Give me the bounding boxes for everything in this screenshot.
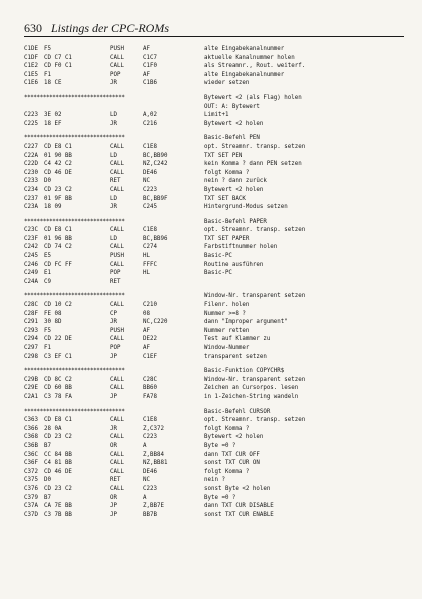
operand: NZ,BB81 (143, 460, 168, 467)
hex-bytes: 01 90 BB (44, 152, 72, 159)
separator-stars: ******************************** (24, 293, 125, 300)
comment: Limit+1 (204, 112, 229, 119)
page-title: Listings der CPC-ROMs (51, 21, 170, 35)
listing-line (24, 433, 404, 442)
comment: Hintergrund-Modus setzen (204, 204, 288, 211)
hex-bytes: 18 EF (44, 120, 62, 127)
mnemonic: LD (110, 112, 117, 119)
hex-bytes: C4 81 BB (44, 460, 72, 467)
comment: in 1-Zeichen-String wandeln (204, 393, 299, 400)
listing-line (24, 494, 404, 503)
mnemonic: CALL (110, 460, 124, 467)
address: C29E (24, 385, 38, 392)
comment: Byte =0 ? (204, 442, 236, 449)
listing-line (24, 485, 404, 494)
operand: A,02 (143, 112, 157, 119)
hex-bytes: 28 0A (44, 425, 62, 432)
hex-bytes: E1 (44, 270, 51, 277)
hex-bytes: CD C7 C1 (44, 54, 72, 61)
comment: opt. Streamnr. transp. setzen (204, 417, 306, 424)
listing-line (24, 252, 404, 261)
listing-line (24, 451, 404, 460)
listing-line (24, 177, 404, 186)
listing-line (24, 45, 404, 54)
mnemonic: CALL (110, 376, 124, 383)
mnemonic: CP (110, 310, 117, 317)
operand: BC,BB9F (143, 195, 168, 202)
mnemonic: PUSH (110, 327, 124, 334)
section-header (24, 134, 404, 143)
mnemonic: JP (110, 503, 117, 510)
operand: HL (143, 270, 150, 277)
comment: Window-Nummer (204, 345, 250, 351)
section-header (24, 218, 404, 227)
operand: C216 (143, 120, 157, 127)
comment: nein ? (204, 477, 225, 484)
address: C234 (24, 186, 38, 193)
hex-bytes: B7 (44, 442, 51, 449)
hex-bytes: C4 42 C2 (44, 161, 72, 168)
hex-bytes: CD 23 C2 (44, 485, 72, 492)
operand: AF (143, 345, 150, 351)
comment: Zeichen an Cursorpos. lesen (204, 385, 299, 392)
listing-line (24, 160, 404, 169)
address: C375 (24, 477, 38, 484)
mnemonic: CALL (110, 417, 124, 424)
listing-line (24, 143, 404, 152)
mnemonic: LD (110, 195, 117, 202)
listing-line (24, 152, 404, 161)
listing-line (24, 318, 404, 327)
mnemonic: JP (110, 353, 117, 360)
operand: FFFC (143, 261, 157, 268)
address: C28C (24, 302, 38, 309)
operand: A (143, 442, 147, 449)
listing-line (24, 186, 404, 195)
operand: BB60 (143, 385, 157, 392)
listing-line (24, 203, 404, 212)
comment: opt. Streamnr. transp. setzen (204, 143, 306, 150)
hex-bytes: CD E8 C1 (44, 417, 72, 424)
hex-bytes: FE 08 (44, 310, 62, 317)
mnemonic: JP (110, 393, 117, 400)
address: C298 (24, 353, 38, 360)
address: C36B (24, 442, 38, 449)
operand: C223 (143, 186, 157, 193)
address: C363 (24, 417, 38, 424)
comment: kein Komma ? dann PEN setzen (204, 161, 302, 168)
mnemonic: CALL (110, 485, 124, 492)
mnemonic: CALL (110, 186, 124, 193)
mnemonic: CALL (110, 261, 124, 268)
mnemonic: LD (110, 235, 117, 242)
comment: als Streamnr., Rout. weiterf. (204, 63, 306, 70)
address: C246 (24, 261, 38, 268)
section-header (24, 94, 404, 103)
hex-bytes: D0 (44, 178, 51, 185)
mnemonic: RET (110, 178, 121, 185)
hex-bytes: CD F0 C1 (44, 63, 72, 70)
section-title: Basic-Funktion COPYCHR$ (204, 368, 285, 375)
hex-bytes: D0 (44, 477, 51, 484)
address: C376 (24, 485, 38, 492)
operand: Z,BB7E (143, 503, 164, 510)
comment: Filenr. holen (204, 302, 250, 309)
comment: TXT SET BACK (204, 195, 246, 202)
mnemonic: OR (110, 494, 117, 501)
operand: AF (143, 71, 150, 78)
separator-stars: ******************************** (24, 218, 125, 225)
listing-line (24, 195, 404, 204)
listing-line (24, 459, 404, 468)
hex-bytes: C3 EF C1 (44, 353, 72, 360)
mnemonic: CALL (110, 54, 124, 61)
comment: opt. Streamnr. transp. setzen (204, 227, 306, 234)
operand: Z,BB84 (143, 451, 164, 458)
mnemonic: CALL (110, 434, 124, 441)
comment: Routine ausführen (204, 261, 264, 268)
mnemonic: PUSH (110, 46, 124, 52)
operand: C1B6 (143, 80, 157, 87)
hex-bytes: CD 23 C2 (44, 186, 72, 193)
comment: aktuelle Kanalnummer holen (204, 54, 295, 61)
listing-line (24, 235, 404, 244)
listing-line (24, 376, 404, 385)
listing-line (24, 353, 404, 362)
hex-bytes: 18 CE (44, 80, 62, 87)
operand: C274 (143, 244, 157, 251)
page (24, 20, 404, 519)
hex-bytes: 30 8D (44, 319, 62, 326)
operand: C1E8 (143, 417, 157, 424)
address: C36C (24, 451, 38, 458)
address: C294 (24, 336, 38, 343)
listing-line (24, 310, 404, 319)
address: C368 (24, 434, 38, 441)
hex-bytes: F5 (44, 327, 51, 334)
mnemonic: CALL (110, 385, 124, 392)
hex-bytes: 3E 02 (44, 112, 62, 119)
listing-line (24, 111, 404, 120)
operand: 08 (143, 310, 150, 317)
listing-line (24, 278, 404, 287)
listing-line (24, 511, 404, 520)
hex-bytes: E5 (44, 253, 51, 260)
address: C1E2 (24, 63, 38, 70)
comment: Window-Nr. transparent setzen (204, 376, 306, 383)
address: C36F (24, 460, 38, 467)
listing-line (24, 502, 404, 511)
address: C23A (24, 204, 38, 211)
operand: C210 (143, 302, 157, 309)
mnemonic: JR (110, 80, 117, 87)
mnemonic: RET (110, 278, 121, 285)
operand: AF (143, 46, 150, 52)
hex-bytes: C3 7B BB (44, 511, 72, 518)
hex-bytes: CD 46 DE (44, 468, 72, 475)
mnemonic: POP (110, 345, 121, 351)
operand: DE46 (143, 169, 157, 176)
hex-bytes: CD 8C C2 (44, 376, 72, 383)
address: C1DF (24, 54, 38, 61)
address: C24A (24, 278, 38, 285)
hex-bytes: CD 46 DE (44, 169, 72, 176)
comment: TXT SET PAPER (204, 235, 250, 242)
address: C1E5 (24, 71, 38, 78)
listing-line (24, 261, 404, 270)
section-header (24, 408, 404, 417)
address: C22A (24, 152, 38, 159)
comment: Farbstiftnummer holen (204, 244, 278, 251)
address: C249 (24, 270, 38, 277)
comment: folgt Komma ? (204, 468, 250, 475)
mnemonic: JR (110, 204, 117, 211)
address: C1DE (24, 46, 38, 52)
listing-line (24, 442, 404, 451)
mnemonic: RET (110, 477, 121, 484)
address: C245 (24, 253, 38, 260)
section-title: Window-Nr. transparent setzen (204, 293, 306, 300)
address: C297 (24, 345, 38, 351)
comment: OUT: A: Bytewert (204, 103, 260, 110)
hex-bytes: CD 22 DE (44, 336, 72, 343)
comment: sonst TXT CUR ON (204, 460, 260, 467)
listing-line (24, 269, 404, 278)
listing-line (24, 416, 404, 425)
address: C242 (24, 244, 38, 251)
comment: Nummer >=8 ? (204, 310, 246, 317)
operand: A (143, 494, 147, 501)
address: C2A1 (24, 393, 38, 400)
operand: DE22 (143, 336, 157, 343)
operand: C28C (143, 376, 157, 383)
comment: dann "Improper argument" (204, 319, 288, 326)
mnemonic: CALL (110, 302, 124, 309)
comment: dann TXT CUR OFF (204, 451, 260, 458)
address: C230 (24, 169, 38, 176)
operand: C1EF (143, 353, 157, 360)
hex-bytes: CD 74 C2 (44, 244, 72, 251)
comment: folgt Komma ? (204, 169, 250, 176)
comment: Byte =0 ? (204, 494, 236, 501)
hex-bytes: 18 09 (44, 204, 62, 211)
listing-line (24, 79, 404, 88)
section-header (24, 367, 404, 376)
hex-bytes: CD 10 C2 (44, 302, 72, 309)
listing-line (24, 344, 404, 353)
separator-stars: ******************************** (24, 408, 125, 415)
mnemonic: JP (110, 511, 117, 518)
comment: folgt Komma ? (204, 425, 250, 432)
section-title: Bytewert <2 (als Flag) holen (204, 94, 302, 101)
listing-line (24, 384, 404, 393)
comment: alte Eingabekanalnummer (204, 71, 285, 78)
address: C293 (24, 327, 38, 334)
listing-line (24, 62, 404, 71)
assembly-listing (24, 45, 404, 519)
hex-bytes: CD E8 C1 (44, 143, 72, 150)
comment: TXT SET PEN (204, 152, 243, 159)
comment: Test auf Klammer zu (204, 336, 271, 343)
address: C1E6 (24, 80, 38, 87)
operand: BC,BB90 (143, 152, 168, 159)
mnemonic: CALL (110, 161, 124, 168)
section-header (24, 292, 404, 301)
operand: C1E8 (143, 143, 157, 150)
operand: FA78 (143, 393, 157, 400)
mnemonic: JR (110, 120, 117, 127)
listing-line (24, 327, 404, 336)
address: C227 (24, 143, 38, 150)
listing-line (24, 425, 404, 434)
operand: BB7B (143, 511, 157, 518)
mnemonic: JR (110, 319, 117, 326)
comment: sonst Byte <2 holen (204, 485, 271, 492)
separator-stars: ******************************** (24, 368, 125, 375)
comment: alte Eingabekanalnummer (204, 46, 285, 52)
operand: C245 (143, 204, 157, 211)
mnemonic: CALL (110, 169, 124, 176)
address: C291 (24, 319, 38, 326)
operand: C223 (143, 485, 157, 492)
operand: C1E8 (143, 227, 157, 234)
page-header (24, 20, 404, 37)
address: C23C (24, 227, 38, 234)
mnemonic: CALL (110, 143, 124, 150)
mnemonic: LD (110, 152, 117, 159)
address: C223 (24, 112, 38, 119)
comment: Bytewert <2 holen (204, 120, 264, 127)
operand: C1F0 (143, 63, 157, 70)
hex-bytes: CD 23 C2 (44, 434, 72, 441)
hex-bytes: F1 (44, 71, 51, 78)
listing-line (24, 120, 404, 129)
separator-stars: ******************************** (24, 135, 125, 142)
comment: Nummer retten (204, 327, 250, 334)
mnemonic: CALL (110, 336, 124, 343)
operand: C223 (143, 434, 157, 441)
operand: NC (143, 178, 150, 185)
hex-bytes: B7 (44, 494, 51, 501)
section-title: Basic-Befehl PEN (204, 135, 260, 142)
address: C366 (24, 425, 38, 432)
hex-bytes: C3 78 FA (44, 393, 72, 400)
listing-line (24, 301, 404, 310)
hex-bytes: C9 (44, 278, 51, 285)
mnemonic: CALL (110, 451, 124, 458)
mnemonic: JR (110, 425, 117, 432)
hex-bytes: CD E8 C1 (44, 227, 72, 234)
section-title: Basic-Befehl CURSOR (204, 408, 271, 415)
listing-line (24, 393, 404, 402)
comment: Basic-PC (204, 270, 232, 277)
operand: NZ,C242 (143, 161, 168, 168)
address: C23F (24, 235, 38, 242)
mnemonic: CALL (110, 468, 124, 475)
hex-bytes: CA 7E BB (44, 503, 72, 510)
listing-line (24, 54, 404, 63)
listing-line (24, 71, 404, 80)
comment: Bytewert <2 holen (204, 434, 264, 441)
separator-stars: ******************************** (24, 94, 125, 101)
address: C37D (24, 511, 38, 518)
comment: Basic-PC (204, 253, 232, 260)
mnemonic: POP (110, 71, 121, 78)
section-title: Basic-Befehl PAPER (204, 218, 267, 225)
comment: nein ? dann zurück (204, 178, 267, 185)
address: C233 (24, 178, 38, 185)
operand: Z,C372 (143, 425, 164, 432)
address: C28F (24, 310, 38, 317)
comment: dann TXT CUR DISABLE (204, 503, 274, 510)
mnemonic: CALL (110, 63, 124, 70)
comment: wieder setzen (204, 80, 250, 87)
operand: NC,C220 (143, 319, 168, 326)
comment: sonst TXT CUR ENABLE (204, 511, 274, 518)
address: C372 (24, 468, 38, 475)
comment: transparent setzen (204, 353, 267, 360)
address: C29B (24, 376, 38, 383)
operand: AF (143, 327, 150, 334)
hex-bytes: F5 (44, 46, 51, 52)
listing-line (24, 103, 404, 112)
address: C22D (24, 161, 38, 168)
hex-bytes: CC 84 BB (44, 451, 72, 458)
listing-line (24, 468, 404, 477)
hex-bytes: CD 60 BB (44, 385, 72, 392)
operand: NC (143, 477, 150, 484)
address: C237 (24, 195, 38, 202)
listing-line (24, 335, 404, 344)
hex-bytes: 01 9F BB (44, 195, 72, 202)
address: C225 (24, 120, 38, 127)
mnemonic: OR (110, 442, 117, 449)
address: C37A (24, 503, 38, 510)
listing-line (24, 226, 404, 235)
operand: C1C7 (143, 54, 157, 61)
mnemonic: PUSH (110, 253, 124, 260)
hex-bytes: CD FC FF (44, 261, 72, 268)
listing-line (24, 243, 404, 252)
mnemonic: POP (110, 270, 121, 277)
page-number: 630 (24, 21, 42, 35)
comment: Bytewert <2 holen (204, 186, 264, 193)
mnemonic: CALL (110, 244, 124, 251)
listing-line (24, 476, 404, 485)
operand: HL (143, 253, 150, 260)
operand: DE46 (143, 468, 157, 475)
operand: BC,BB96 (143, 235, 168, 242)
address: C379 (24, 494, 38, 501)
mnemonic: CALL (110, 227, 124, 234)
hex-bytes: 01 96 BB (44, 235, 72, 242)
hex-bytes: F1 (44, 345, 51, 351)
listing-line (24, 169, 404, 178)
